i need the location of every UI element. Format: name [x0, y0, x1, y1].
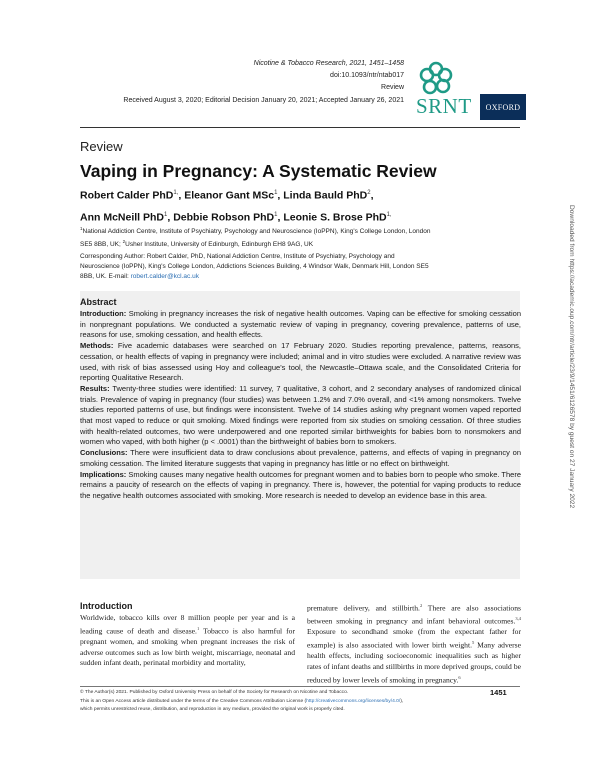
license-text: This is an Open Access article distributed under the terms of the Creative Commons Attribution License ( — [80, 698, 307, 704]
citation-sup[interactable]: 6 — [458, 674, 461, 680]
intro-text: Exposure to secondhand smoke (from the expectant father for example) is also associated with lower birth weight. — [307, 627, 521, 650]
author-affiliation-sup: 1, — [173, 190, 179, 196]
author-affiliation-sup: 1, — [386, 211, 392, 218]
footer-rule — [80, 686, 520, 687]
author-name[interactable]: Robert Calder PhD — [80, 189, 174, 202]
author-separator: , — [370, 189, 374, 202]
abstract-section — [80, 309, 521, 341]
abstract-section — [80, 384, 521, 448]
copyright-footer — [80, 689, 450, 715]
author-list — [80, 184, 410, 227]
publication-dates: Received August 3, 2020; Editorial Decision January 20, 2021; Accepted January 26, 2021 — [123, 96, 404, 104]
author-affiliation-sup: 1 — [274, 211, 278, 218]
abstract-section — [80, 470, 521, 502]
author-name[interactable]: Linda Bauld PhD — [283, 189, 368, 202]
abstract-section-text: Smoking in pregnancy increases the risk of negative health outcomes. Vaping can be effective for smoking cessation in nonpregnant populations. We conducted a systematic review of vaping in pregnancy, covering prevalence, patterns of use, reasons for use, smoking cessation, and health effects. — [80, 309, 521, 340]
abstract-section-text: Five academic databases were searched on 17 February 2020. Studies reporting prevalence, patterns, reasons, cessation, or health effects of vaping in pregnancy were included; animal and in vitro studies were excluded. A narrative review was used, with risk of bias assessed using Hoy and colleague's tool, the Newcastle–Ottawa scale, and the Consolidated Criteria for reporting Qualitative Research. — [80, 341, 521, 383]
author-affiliation-sup: 1 — [274, 190, 278, 196]
abstract-body — [80, 309, 521, 502]
correspondence-text: Corresponding Author: Robert Calder, PhD, National Addiction Centre, Institute of Psychiatry, Psychology and Neuroscience (IoPPN), King's College London, Addictions Sciences Building, 4 Windsor Walk, Denmark Hill, London SE5 8BB, UK. E-mail: — [80, 253, 429, 280]
article-title: Vaping in Pregnancy: A Systematic Review — [80, 161, 437, 181]
oxford-logo: OXFORD — [480, 94, 526, 120]
abstract-section-label: Introduction: — [80, 309, 127, 318]
citation-sup[interactable]: 3,4 — [515, 616, 521, 622]
page-number: 1451 — [490, 688, 507, 697]
section-label: Review — [80, 139, 123, 154]
intro-text: Tobacco is also harmful for pregnant women, and smoking when pregnant increases the risk of adverse outcomes such as low birth weight, miscarriage, neonatal and sudden infant death, perinatal morbidity and mortality, — [80, 626, 295, 668]
license-link[interactable]: http://creativecommons.org/licenses/by/4.0/ — [306, 698, 401, 704]
intro-text: premature delivery, and stillbirth. — [307, 603, 420, 613]
intro-text: Many adverse health effects, including socioeconomic inequalities such as higher rates of infant deaths and stillbirths in more deprived groups, could be reduced by lower levels of smoking in pregnancy. — [307, 640, 522, 685]
affiliation-sup: 1 — [80, 226, 83, 231]
license-text: ), — [400, 698, 404, 704]
download-notice: Downloaded from https://academic.oup.com/ntr/article/23/9/1451/6126578 by guest on 27 January 2022 — [568, 205, 575, 509]
affiliations — [80, 224, 435, 250]
journal-citation: Nicotine & Tobacco Research, 2021, 1451–1458 — [253, 60, 404, 67]
author-name[interactable]: Debbie Robson PhD — [173, 211, 275, 223]
abstract-heading: Abstract — [80, 297, 117, 307]
correspondence — [80, 252, 435, 282]
affiliation-text: National Addiction Centre, Institute of Psychiatry, Psychology and Neuroscience (IoPPN), King's College London, London SE5 8BB, UK; — [80, 228, 431, 249]
intro-text: Worldwide, tobacco kills over 8 million people per year and is a leading cause of death and disease. — [80, 613, 295, 636]
srnt-logo: SRNT — [416, 94, 472, 118]
author-affiliation-sup: 1 — [164, 211, 168, 218]
doi[interactable]: doi:10.1093/ntr/ntab017 — [330, 72, 404, 80]
publisher-logos — [416, 60, 562, 116]
journal-meta — [104, 58, 404, 107]
abstract-section-label: Results: — [80, 383, 110, 393]
reuse-line: which permits unrestricted reuse, distribution, and reproduction in any medium, provided the original work is properly cited. — [80, 707, 345, 712]
abstract-section — [80, 341, 521, 384]
email-link[interactable]: robert.calder@kcl.ac.uk — [130, 273, 199, 280]
header-rule — [80, 127, 520, 128]
author-separator: , — [178, 189, 185, 202]
abstract-section-label: Conclusions: — [80, 448, 128, 458]
citation-sup[interactable]: 2 — [419, 603, 423, 608]
author-affiliation-sup: 2 — [367, 190, 371, 196]
abstract-section-text: Smoking causes many negative health outcomes for pregnant women and to babies born to people who smoke. There remains a paucity of research on the effects of vaping in pregnancy. There is, however, the potential for vaping products to reduce the negative health outcomes associated with smoking. More research is needed to develop an evidence base in this area. — [80, 469, 521, 500]
author-name[interactable]: Eleanor Gant MSc — [184, 189, 275, 202]
author-name[interactable]: Leonie S. Brose PhD — [283, 211, 387, 223]
intro-text: There are also associations between smoking in pregnancy and infant behavioral outcomes. — [307, 603, 521, 626]
affiliation-sup: 2 — [122, 239, 126, 245]
introduction-right-column — [307, 601, 521, 686]
citation-sup[interactable]: 5 — [471, 640, 475, 646]
license-line — [80, 698, 450, 707]
citation-sup[interactable]: 1 — [196, 625, 200, 631]
introduction-heading: Introduction — [80, 601, 133, 611]
abstract-section-text: There were insufficient data to draw conclusions about prevalence, patterns, and effects of vaping in pregnancy on smoking cessation. The limited literature suggests that vaping in pregnancy has little or no effect on birthweight. — [80, 448, 521, 468]
introduction-left-column — [80, 613, 295, 669]
abstract-section-text: Twenty-three studies were identified: 11 survey, 7 qualitative, 3 cohort, and 2 secondary analyses of randomized clinical trials. Prevalence of vaping in pregnancy (four studies) was between 1.2% and 7.0% overall, and <1% among nonsmokers. Twelve studies reported patterns of use, but findings were inconsistent. Twelve of 14 studies asking why pregnant women vaped reported that most vaped to reduce or quit smoking. Mixed findings were reported from six studies on smoking cessation. Of three studies with health-related outcomes, two were underpowered and one reported similar birthweights for babies born to nonsmokers and women who vaped, with both higher (p < .0001) than the birthweight of babies born to smokers. — [80, 383, 521, 447]
author-separator: , — [277, 211, 284, 223]
author-separator: , — [167, 211, 174, 223]
abstract-section-label: Methods: — [80, 341, 114, 351]
abstract-section — [80, 448, 521, 469]
affiliation-text: Usher Institute, University of Edinburgh, Edinburgh EH8 9AG, UK — [125, 241, 314, 249]
copyright-line: © The Author(s) 2021. Published by Oxford University Press on behalf of the Society for Research on Nicotine and Tobacco. — [80, 690, 349, 695]
author-name[interactable]: Ann McNeill PhD — [80, 211, 165, 223]
article-type: Review — [381, 84, 404, 92]
abstract-section-label: Implications: — [80, 469, 127, 479]
author-separator: , — [277, 189, 284, 202]
